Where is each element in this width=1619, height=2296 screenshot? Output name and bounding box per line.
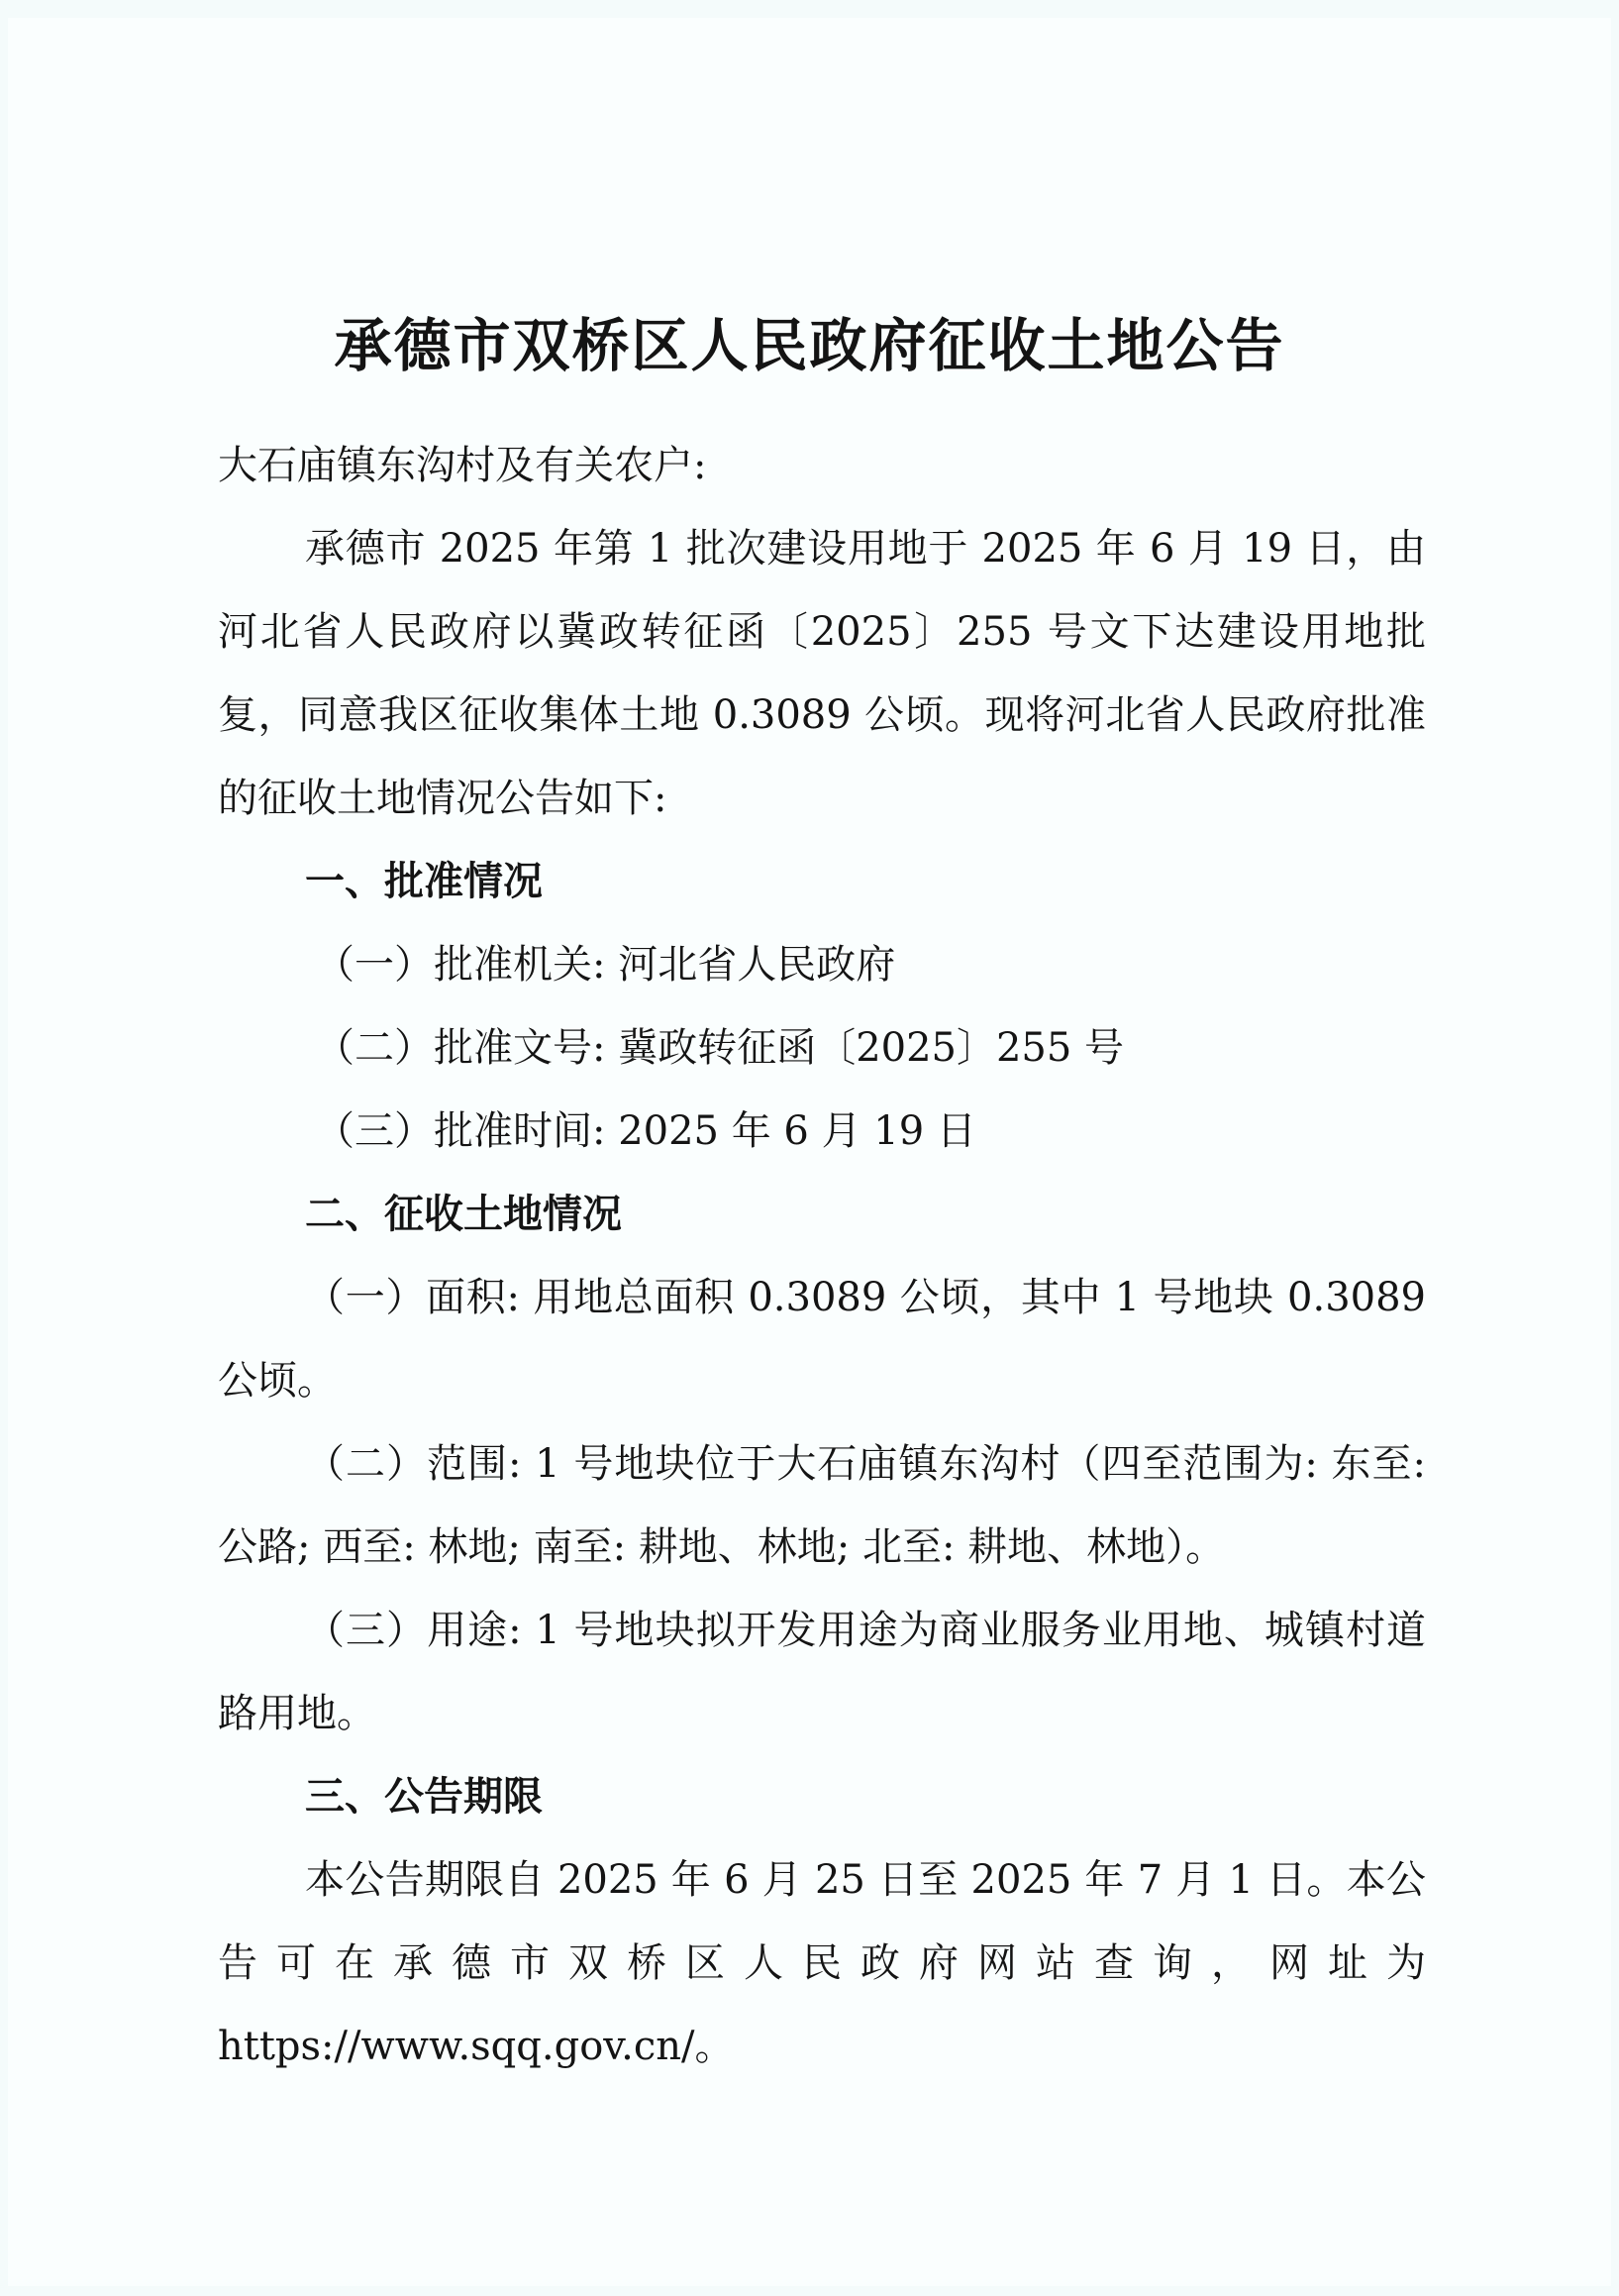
section-1-heading: 一、批准情况 — [305, 859, 543, 904]
document-title: 承德市双桥区人民政府征收土地公告 — [334, 311, 1285, 379]
intro-paragraph: 承德市 2025 年第 1 批次建设用地于 2025 年 6 月 19 日，由河北省人民政府以冀政转征函〔2025〕255 号文下达建设用地批复，同意我区征收集体土地 0.3089 公顷。现将河北省人民政府批准的征收土地情况公告如下: — [218, 526, 1426, 821]
salutation: 大石庙镇东沟村及有关农户: — [218, 443, 707, 488]
section-2-item-1: （一）面积: 用地总面积 0.3089 公顷，其中 1 号地块 0.3089 公顷。 — [218, 1275, 1426, 1404]
section-3-text: 本公告期限自 2025 年 6 月 25 日至 2025 年 7 月 1 日。本公告可在承德市双桥区人民政府网站查询，网址为 https://www.sqq.gov.cn/。 — [218, 1857, 1426, 2069]
section-1-item-3: （三）批准时间: 2025 年 6 月 19 日 — [315, 1108, 976, 1154]
section-2-item-3: （三）用途: 1 号地块拟开发用途为商业服务业用地、城镇村道路用地。 — [218, 1608, 1426, 1736]
section-2-heading: 二、征收土地情况 — [305, 1192, 622, 1237]
section-1-item-1: （一）批准机关: 河北省人民政府 — [315, 942, 896, 988]
section-3-heading: 三、公告期限 — [305, 1774, 543, 1820]
section-1-item-2: （二）批准文号: 冀政转征函〔2025〕255 号 — [315, 1025, 1125, 1071]
document-body — [218, 424, 1426, 2088]
section-2-item-2: （二）范围: 1 号地块位于大石庙镇东沟村（四至范围为: 东至: 公路; 西至: 林地; 南至: 耕地、林地; 北至: 耕地、林地）。 — [218, 1441, 1426, 1570]
